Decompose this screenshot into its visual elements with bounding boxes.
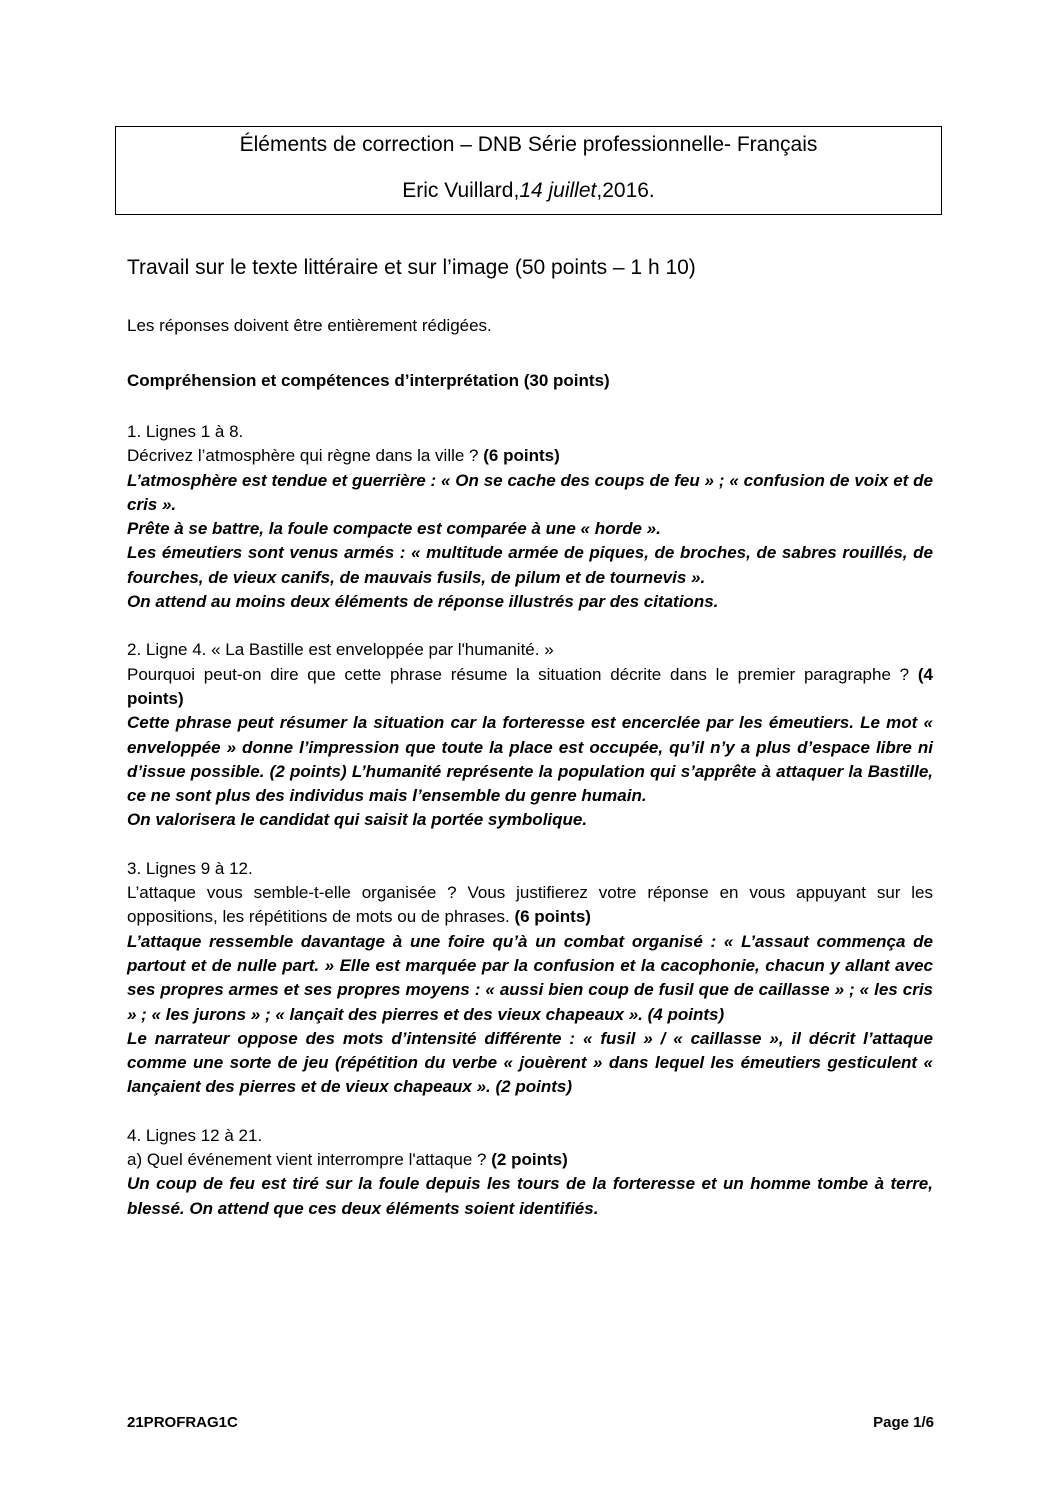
- question-points: (6 points): [514, 907, 591, 927]
- question-points: (2 points): [491, 1150, 568, 1170]
- questions-content: [127, 420, 933, 1245]
- question-reference: 1. Lignes 1 à 8.: [127, 422, 244, 441]
- answer-paragraph: L’attaque ressemble davantage à une foire qu’à un combat organisé : « L’assaut commença de partout et de nulle part. » Elle est marquée par la confusion et la cacophonie, chacun y allant avec ses propres armes et ses propres moyens : « aussi bien coup de fusil que de caillasse » ; « les cris » ; « les jurons » ; « lançait des pierres et des vieux chapeaux ». (4 points): [127, 931, 933, 1024]
- question-reference: 2. Ligne 4. « La Bastille est enveloppée par l'humanité. »: [127, 640, 554, 660]
- page-number: Page 1/6: [873, 1414, 934, 1431]
- answer-paragraph: On attend au moins deux éléments de réponse illustrés par des citations.: [127, 592, 719, 612]
- answer-paragraph: Cette phrase peut résumer la situation car la forteresse est encerclée par les émeutiers. Le mot « enveloppée » donne l’impression que toute la place est occupée, qu’il n’y a plus d’espace libre ni d’issue possible. (2 points) L’humanité représente la population qui s’apprête à attaquer la Bastille, ce ne sont plus des individus mais l’ensemble du genre humain.: [127, 713, 933, 806]
- author-name: Eric Vuillard,: [402, 179, 520, 202]
- work-reference: [116, 177, 941, 205]
- question-text: Décrivez l’atmosphère qui règne dans la ville ? (6 points): [127, 446, 560, 466]
- question-text: a) Quel événement vient interrompre l'attaque ? (2 points): [127, 1150, 568, 1170]
- question-text: L’attaque vous semble-t-elle organisée ? Vous justifierez votre réponse en vous appuyant sur les oppositions, les répétitions de mots ou de phrases. (6 points): [127, 883, 933, 927]
- question-text: Pourquoi peut-on dire que cette phrase résume la situation décrite dans le premier paragraphe ? (4 points): [127, 664, 933, 708]
- subsection-title: Compréhension et compétences d’interprétation (30 points): [127, 371, 610, 390]
- answer-paragraph: Le narrateur oppose des mots d’intensité différente : « fusil » / « caillasse », il décrit l’attaque comme une sorte de jeu (répétition du verbe « jouèrent » dans lequel les émeutiers gesticulent « lançaient des pierres et de vieux chapeaux ». (2 points): [127, 1028, 933, 1097]
- instructions: Les réponses doivent être entièrement rédigées.: [127, 316, 492, 335]
- section-title: Travail sur le texte littéraire et sur l’image (50 points – 1 h 10): [127, 256, 696, 279]
- question-reference: 3. Lignes 9 à 12.: [127, 858, 253, 878]
- answer-paragraph: L’atmosphère est tendue et guerrière : « On se cache des coups de feu » ; « confusion de voix et de cris ».: [127, 470, 933, 514]
- answer-paragraph: Un coup de feu est tiré sur la foule depuis les tours de la forteresse et un homme tombe à terre, blessé. On attend que ces deux éléments soient identifiés.: [127, 1174, 933, 1218]
- title-box: [115, 126, 942, 215]
- work-year: ,2016.: [596, 179, 655, 202]
- document-title: Éléments de correction – DNB Série professionnelle- Français: [239, 133, 818, 156]
- answer-paragraph: Les émeutiers sont venus armés : « multitude armée de piques, de broches, de sabres rouillés, de fourches, de vieux canifs, de mauvais fusils, de pilum et de tournevis ».: [127, 543, 933, 587]
- work-title: 14 juillet: [519, 179, 597, 202]
- question-1: [127, 420, 933, 614]
- question-4: [127, 1124, 933, 1221]
- question-points: (4 points): [127, 664, 933, 708]
- question-3: [127, 857, 933, 1100]
- document-code: 21PROFRAG1C: [127, 1414, 238, 1431]
- question-points: (6 points): [483, 446, 560, 466]
- answer-paragraph: Prête à se battre, la foule compacte est comparée à une « horde ».: [127, 519, 661, 539]
- question-reference: 4. Lignes 12 à 21.: [127, 1125, 263, 1145]
- question-2: [127, 638, 933, 832]
- answer-paragraph: On valorisera le candidat qui saisit la portée symbolique.: [127, 810, 588, 830]
